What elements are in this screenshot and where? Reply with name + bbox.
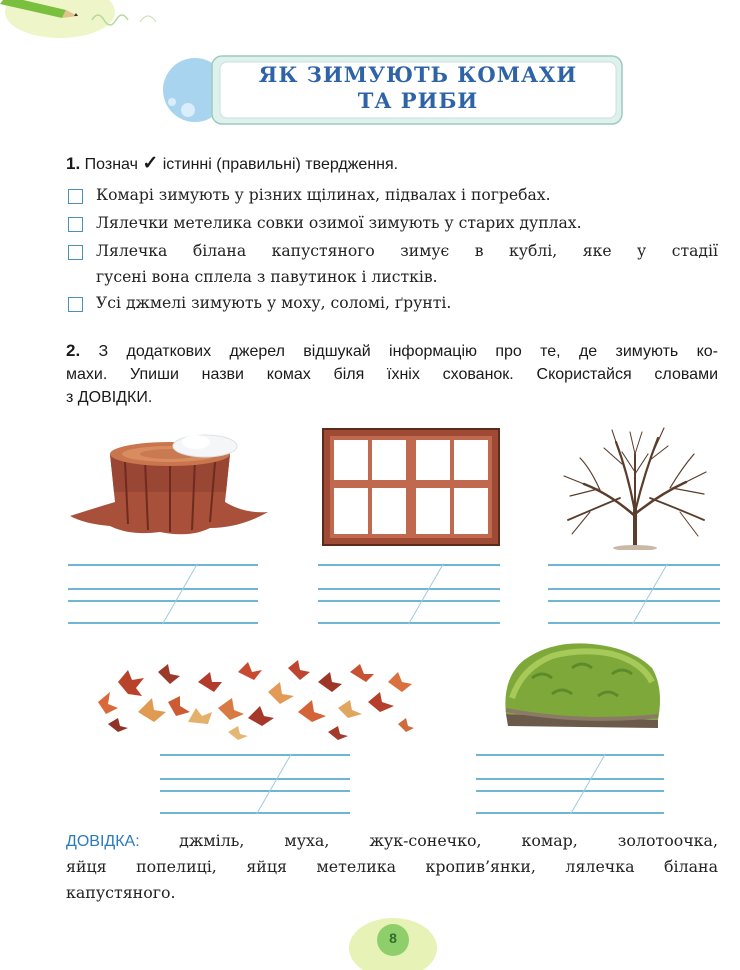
- page-number: 8: [389, 930, 397, 946]
- reference-line-2: яйця попелиці, яйця метелика кропив’янки, лялечка білана: [66, 857, 718, 876]
- answer-lines-window[interactable]: [318, 558, 500, 624]
- bare-bush-icon: [560, 424, 710, 550]
- statement-1: Комарі зимують у різних щілинах, підвалах і погребах.: [96, 186, 551, 204]
- reference-line-3: капустяного.: [66, 883, 176, 902]
- reference-line-1: [66, 831, 718, 851]
- page-title-line-1: ЯК ЗИМУЮТЬ КОМАХИ: [258, 62, 578, 87]
- answer-lines-leaves[interactable]: [160, 748, 350, 814]
- task2-instruction-line-3: з ДОВІДКИ.: [66, 389, 153, 406]
- moss-icon: [502, 638, 662, 730]
- answer-lines-stump[interactable]: [68, 558, 258, 624]
- window-icon: [322, 428, 500, 546]
- statement-4: Усі джмелі зимують у моху, соломі, ґрунті.: [96, 294, 452, 312]
- statement-2: Лялечки метелика совки озимої зимують у старих дуплах.: [96, 214, 582, 232]
- statement-3-line-1: Лялечка білана капустяного зимує в кублі, яке у стадії: [96, 242, 718, 260]
- task2-instruction-line-1-text: З додаткових джерел відшукай інформацію про те, де зимують ко-: [98, 343, 718, 360]
- statement-checkbox-3[interactable]: [68, 245, 83, 260]
- answer-lines-moss[interactable]: [476, 748, 664, 814]
- answer-lines-bush[interactable]: [548, 558, 720, 624]
- task1-instruction-end: істинні (правильні) твердження.: [162, 156, 399, 173]
- task1-instruction-start: Познач: [84, 156, 138, 173]
- task2-instruction-line-2: махи. Упиши назви комах біля їхніх схованок. Скористайся словами: [66, 366, 718, 383]
- statement-3-line-2: гусені вона сплела з павутинок і листків.: [96, 268, 438, 286]
- check-mark-icon: ✓: [142, 153, 159, 174]
- reference-words-line-1: джміль, муха, жук-сонечко, комар, золотоочка,: [179, 831, 718, 850]
- task1-number: 1.: [66, 154, 81, 173]
- fallen-leaves-icon: [88, 652, 418, 742]
- reference-label: ДОВІДКА:: [66, 833, 140, 850]
- statement-checkbox-4[interactable]: [68, 297, 83, 312]
- task1-instruction: [66, 152, 398, 175]
- pencil-decoration-icon: [0, 0, 200, 50]
- task2-instruction: [66, 339, 718, 409]
- statement-checkbox-2[interactable]: [68, 217, 83, 232]
- task2-number: 2.: [66, 341, 81, 360]
- task2-instruction-line-1: [66, 339, 718, 363]
- statement-checkbox-1[interactable]: [68, 189, 83, 204]
- page-title-line-2: ТА РИБИ: [357, 88, 479, 113]
- tree-stump-icon: [70, 432, 270, 542]
